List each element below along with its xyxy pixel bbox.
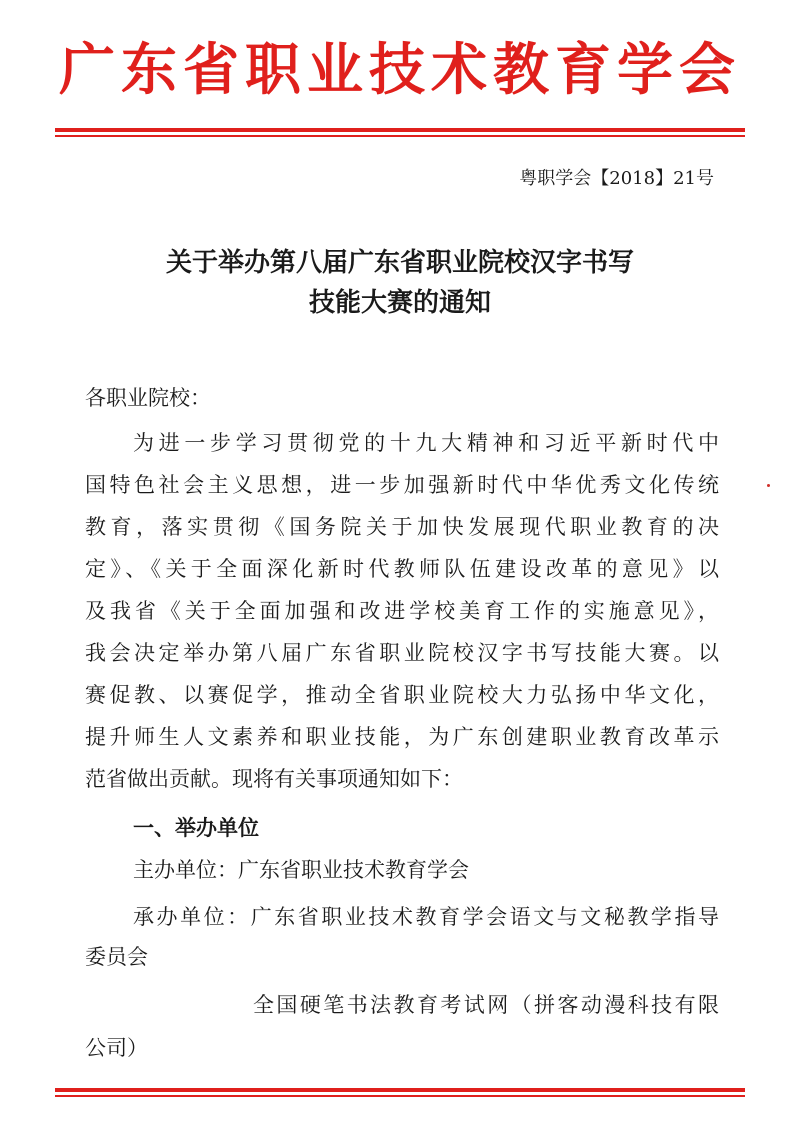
host-unit: 主办单位：广东省职业技术教育学会	[133, 858, 469, 882]
body-line-2: 国特色社会主义思想，进一步加强新时代中华优秀文化传统	[85, 473, 719, 497]
body-line-4: 定》、《关于全面深化新时代教师队伍建设改革的意见》以	[85, 557, 719, 581]
body-line-1: 为进一步学习贯彻党的十九大精神和习近平新时代中	[133, 431, 719, 455]
header-rule-thick	[55, 128, 745, 132]
body-line-6: 我会决定举办第八届广东省职业院校汉字书写技能大赛。以	[85, 641, 719, 665]
organizer-line-2: 委员会	[85, 945, 148, 969]
body-line-8: 提升师生人文素养和职业技能，为广东创建职业教育改革示	[85, 725, 719, 749]
body-line-7: 赛促教、以赛促学，推动全省职业院校大力弘扬中华文化，	[85, 683, 719, 707]
coorganizer-line-1: 全国硬笔书法教育考试网（拼客动漫科技有限	[253, 993, 719, 1017]
organization-header: 广东省职业技术教育学会	[59, 37, 741, 103]
coorganizer-line-2: 公司）	[85, 1036, 148, 1060]
body-line-5: 及我省《关于全面加强和改进学校美育工作的实施意见》，	[85, 599, 719, 623]
body-line-3: 教育，落实贯彻《国务院关于加快发展现代职业教育的决	[85, 515, 719, 539]
salutation: 各职业院校：	[85, 386, 211, 410]
red-mark	[767, 484, 770, 487]
section-heading-1: 一、举办单位	[133, 815, 259, 840]
document-title	[60, 243, 740, 323]
title-line-2: 技能大赛的通知	[308, 288, 491, 318]
organizer-line-1: 承办单位：广东省职业技术教育学会语文与文秘教学指导	[133, 905, 719, 929]
body-line-9: 范省做出贡献。现将有关事项通知如下：	[85, 767, 463, 791]
document-number: 粤职学会【2018】21号	[519, 168, 714, 189]
header-rule-thin	[55, 135, 745, 137]
footer-rule-thin	[55, 1095, 745, 1097]
title-line-1: 关于举办第八届广东省职业院校汉字书写	[165, 248, 634, 278]
footer-rule-thick	[55, 1088, 745, 1092]
